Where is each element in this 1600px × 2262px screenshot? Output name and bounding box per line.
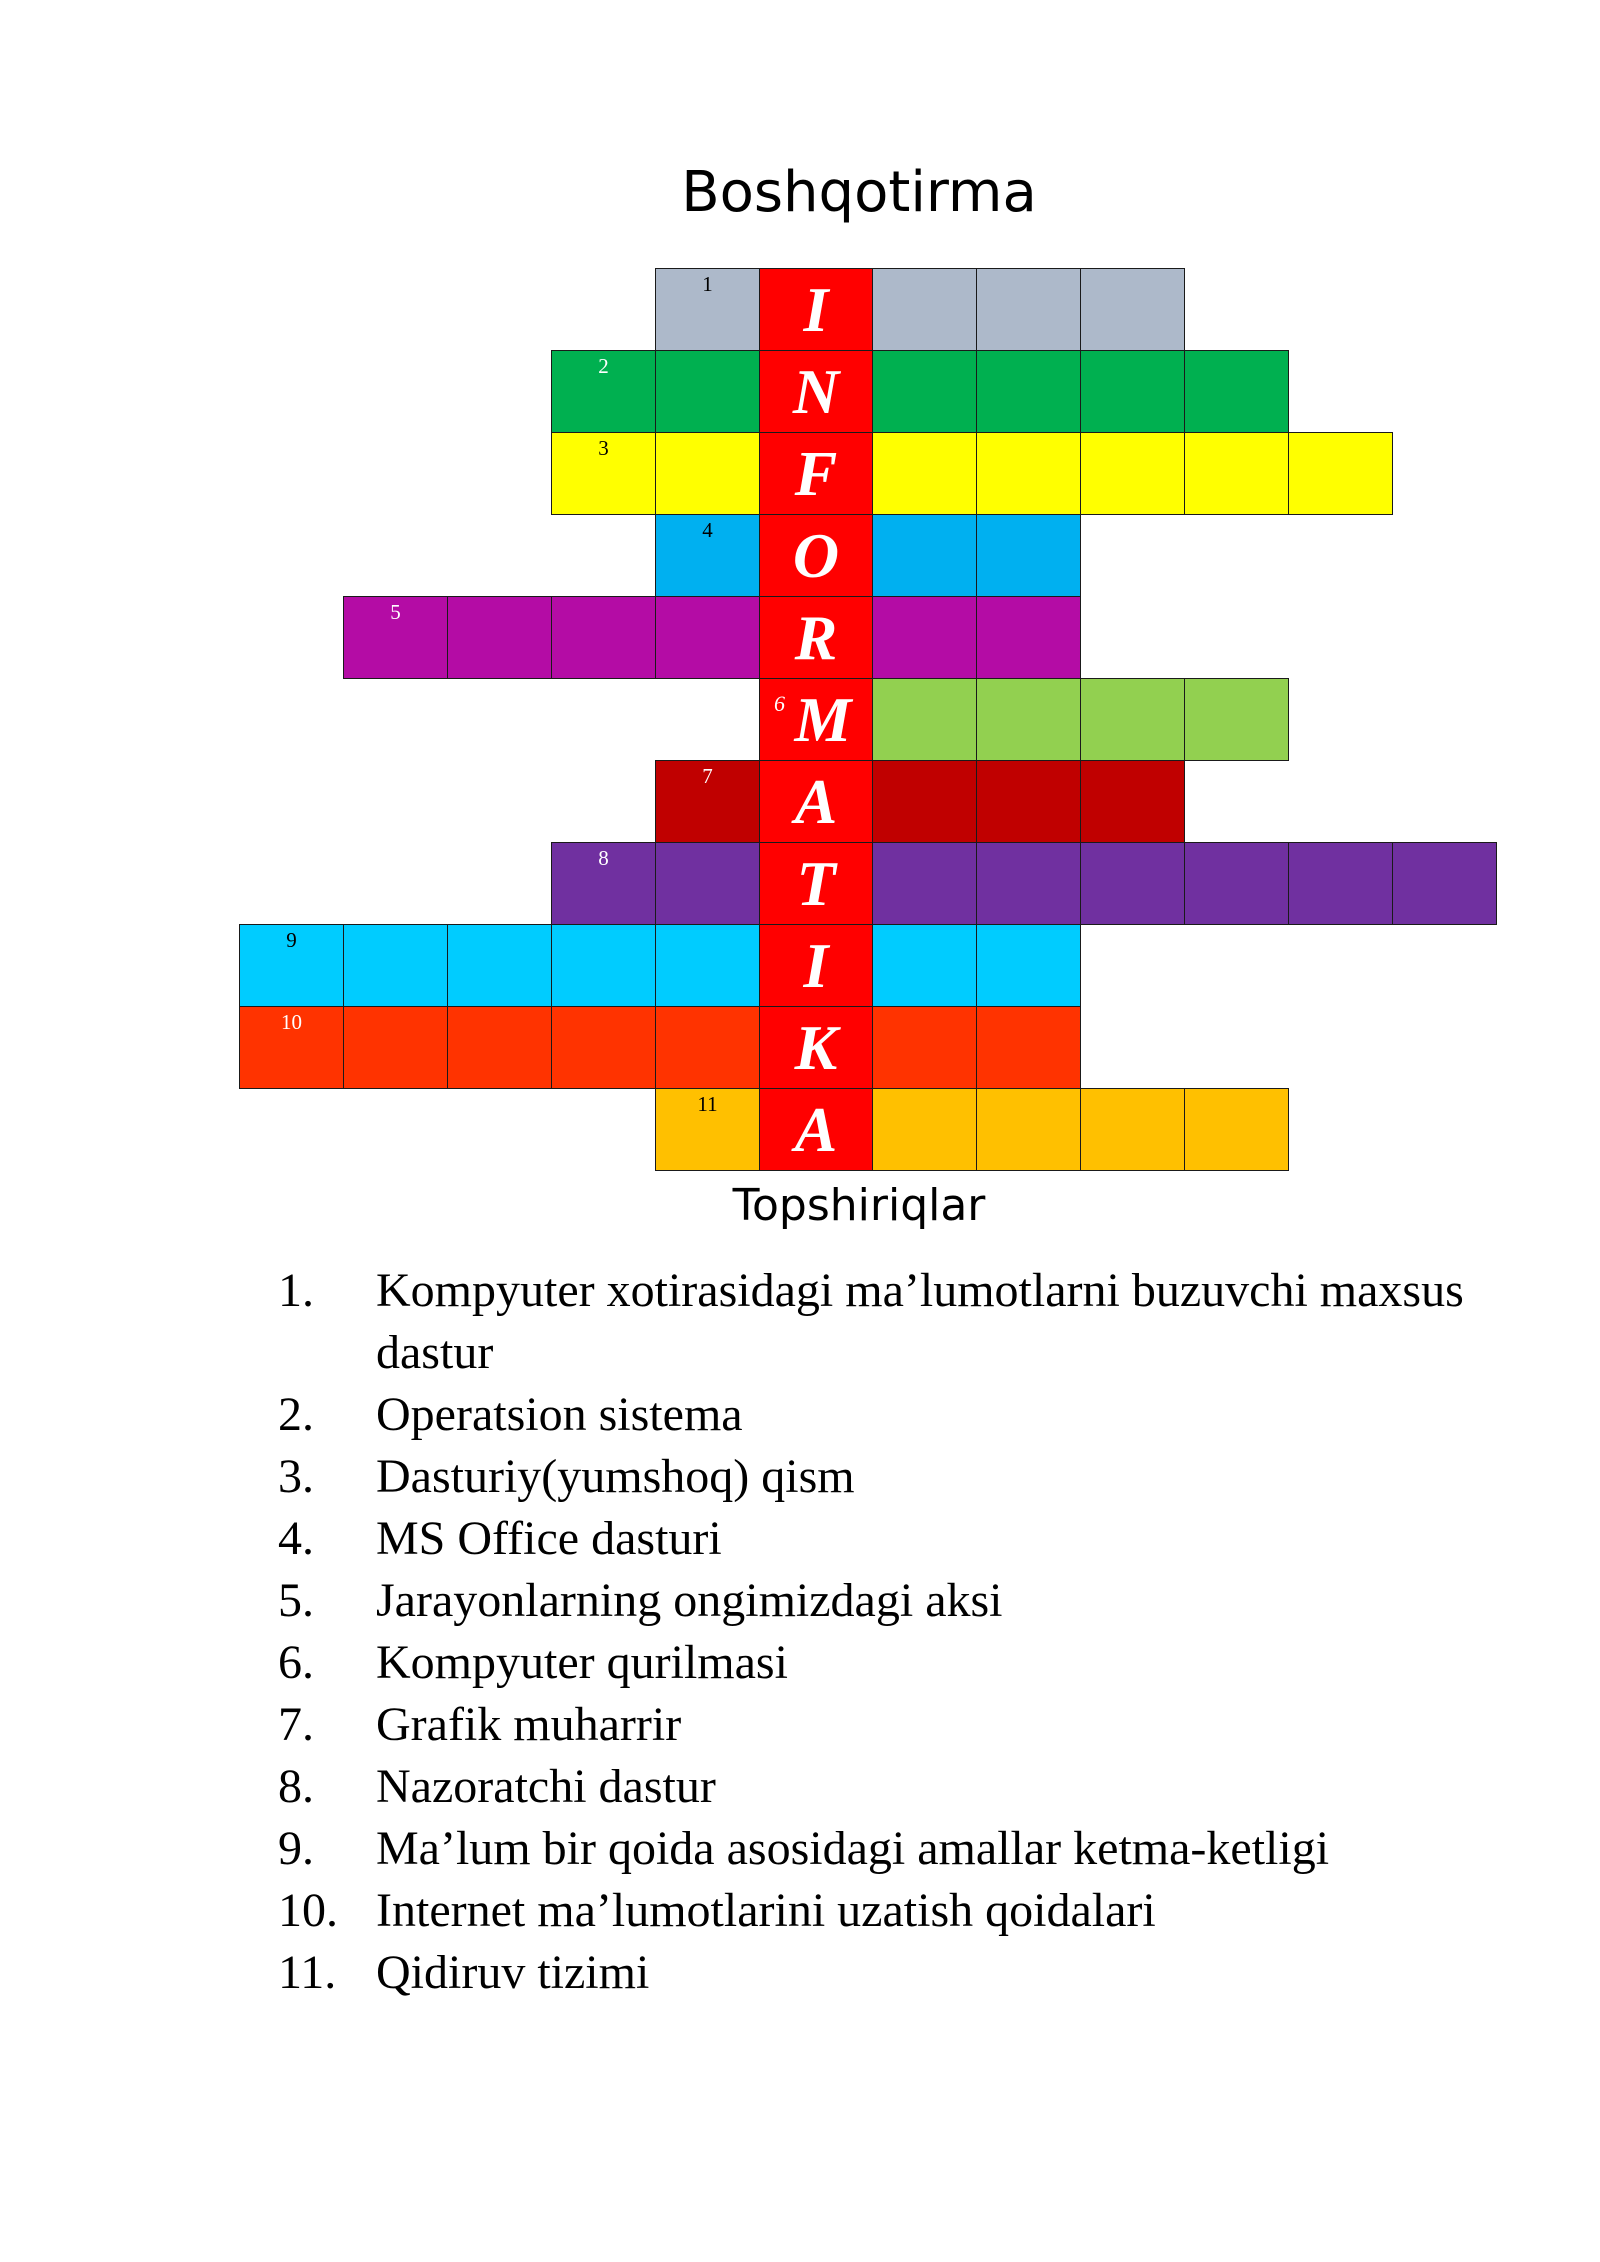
clue-item [278, 1942, 1478, 2004]
clue-item-number: 6. [278, 1636, 314, 1689]
crossword-cell[interactable] [655, 842, 760, 925]
crossword-cell[interactable] [872, 842, 977, 925]
crossword-cell[interactable] [551, 1006, 656, 1089]
crossword-cell[interactable] [872, 924, 977, 1007]
crossword-cell[interactable] [343, 596, 448, 679]
crossword-cell[interactable] [655, 432, 760, 515]
keyword-letter: M [794, 684, 852, 755]
clue-item-text: Ma’lum bir qoida asosidagi amallar ketma-ketligi [376, 1822, 1330, 1875]
crossword-cell[interactable] [1080, 678, 1185, 761]
crossword-cell[interactable] [872, 514, 977, 597]
clue-item [278, 1756, 1478, 1818]
clue-number: 5 [390, 600, 401, 624]
crossword-cell[interactable] [1288, 432, 1393, 515]
crossword-cell[interactable] [872, 1006, 977, 1089]
tasks-heading: Topshiriqlar [732, 1180, 986, 1231]
crossword-cell[interactable] [655, 1006, 760, 1089]
crossword-cell[interactable] [239, 924, 344, 1007]
crossword-cell[interactable] [976, 678, 1081, 761]
keyword-cell [759, 1088, 873, 1171]
clue-item-number: 5. [278, 1574, 314, 1627]
clue-item-text: Qidiruv tizimi [376, 1946, 650, 1999]
crossword-cell[interactable] [976, 760, 1081, 843]
clue-item-text: MS Office dasturi [376, 1512, 722, 1565]
keyword-cell [759, 350, 873, 433]
clue-item-number: 1. [278, 1264, 314, 1317]
keyword-letter: O [792, 520, 840, 591]
page-title: Boshqotirma [681, 160, 1037, 225]
clue-item-number: 9. [278, 1822, 314, 1875]
keyword-letter: I [803, 930, 829, 1001]
clue-number: 7 [702, 764, 713, 788]
clue-item [278, 1818, 1478, 1880]
clue-number: 3 [598, 436, 609, 460]
crossword-cell[interactable] [872, 350, 977, 433]
clue-item [278, 1880, 1478, 1942]
crossword-cell[interactable] [343, 1006, 448, 1089]
clue-list [278, 1260, 1478, 2004]
clue-item-text: Kompyuter xotirasidagi ma’lumotlarni buzuvchi maxsus dastur [376, 1264, 1464, 1379]
clue-item-number: 2. [278, 1388, 314, 1441]
clue-item [278, 1384, 1478, 1446]
crossword-cell[interactable] [655, 350, 760, 433]
keyword-letter: I [803, 274, 829, 345]
crossword-cell[interactable] [872, 268, 977, 351]
clue-number: 10 [281, 1010, 302, 1034]
clue-number: 4 [702, 518, 713, 542]
crossword-cell[interactable] [1184, 350, 1289, 433]
keyword-cell [759, 924, 873, 1007]
crossword-cell[interactable] [1288, 842, 1393, 925]
crossword-cell[interactable] [1080, 268, 1185, 351]
crossword-cell[interactable] [976, 350, 1081, 433]
crossword-cell[interactable] [872, 760, 977, 843]
clue-item-text: Internet ma’lumotlarini uzatish qoidalari [376, 1884, 1156, 1937]
crossword-cell[interactable] [1080, 760, 1185, 843]
keyword-cell [759, 514, 873, 597]
crossword-cell[interactable] [1392, 842, 1497, 925]
crossword-cell[interactable] [872, 596, 977, 679]
clue-item-text: Operatsion sistema [376, 1388, 743, 1441]
clue-item-text: Dasturiy(yumshoq) qism [376, 1450, 855, 1503]
crossword-cell[interactable] [976, 1088, 1081, 1171]
keyword-letter: F [794, 438, 838, 509]
crossword-cell[interactable] [447, 596, 552, 679]
clue-item-text: Jarayonlarning ongimizdagi aksi [376, 1574, 1003, 1627]
keyword-letter: A [794, 1094, 838, 1165]
clue-item-number: 11. [278, 1946, 337, 1999]
crossword-cell[interactable] [872, 1088, 977, 1171]
clue-item [278, 1260, 1478, 1384]
keyword-letter: N [792, 356, 840, 427]
crossword-cell[interactable] [976, 1006, 1081, 1089]
crossword-cell[interactable] [872, 678, 977, 761]
crossword-cell[interactable] [976, 514, 1081, 597]
crossword-cell[interactable] [447, 924, 552, 1007]
crossword-cell[interactable] [1080, 1088, 1185, 1171]
crossword-cell[interactable] [343, 924, 448, 1007]
clue-item-text: Kompyuter qurilmasi [376, 1636, 788, 1689]
clue-item [278, 1446, 1478, 1508]
clue-number: 9 [286, 928, 297, 952]
crossword-cell[interactable] [655, 596, 760, 679]
crossword-cell[interactable] [655, 514, 760, 597]
crossword-cell[interactable] [976, 432, 1081, 515]
clue-item-number: 7. [278, 1698, 314, 1751]
keyword-cell [759, 432, 873, 515]
crossword-cell[interactable] [655, 268, 760, 351]
crossword-cell[interactable] [976, 924, 1081, 1007]
keyword-letter: T [796, 848, 836, 919]
keyword-cell [759, 760, 873, 843]
clue-item-number: 8. [278, 1760, 314, 1813]
clue-number: 6 [774, 691, 785, 716]
crossword-cell[interactable] [1080, 432, 1185, 515]
crossword-cell[interactable] [655, 760, 760, 843]
clue-item [278, 1632, 1478, 1694]
clue-number: 11 [697, 1092, 718, 1116]
clue-number: 1 [702, 272, 713, 296]
crossword-cell[interactable] [1184, 432, 1289, 515]
clue-number: 2 [598, 354, 609, 378]
crossword-cell[interactable] [976, 842, 1081, 925]
clue-item [278, 1694, 1478, 1756]
crossword-cell[interactable] [551, 596, 656, 679]
crossword-cell[interactable] [976, 596, 1081, 679]
crossword-cell[interactable] [239, 1006, 344, 1089]
keyword-cell [759, 268, 873, 351]
crossword-cell[interactable] [551, 432, 656, 515]
crossword-cell[interactable] [447, 1006, 552, 1089]
keyword-letter: K [794, 1012, 838, 1083]
keyword-cell [759, 1006, 873, 1089]
crossword-cell[interactable] [872, 432, 977, 515]
clue-item-number: 3. [278, 1450, 314, 1503]
crossword-cell[interactable] [655, 924, 760, 1007]
crossword-cell[interactable] [551, 924, 656, 1007]
clue-item [278, 1570, 1478, 1632]
crossword-cell[interactable] [1184, 842, 1289, 925]
clue-item-text: Nazoratchi dastur [376, 1760, 716, 1813]
crossword-cell[interactable] [551, 350, 656, 433]
keyword-letter: R [794, 602, 838, 673]
keyword-cell [759, 842, 873, 925]
crossword-cell[interactable] [1184, 1088, 1289, 1171]
keyword-cell [759, 596, 873, 679]
clue-item-number: 10. [278, 1884, 338, 1937]
keyword-letter: A [794, 766, 838, 837]
clue-item-text: Grafik muharrir [376, 1698, 682, 1751]
clue-item-number: 4. [278, 1512, 314, 1565]
crossword-cell[interactable] [1080, 350, 1185, 433]
crossword-cell[interactable] [1080, 842, 1185, 925]
clue-item [278, 1508, 1478, 1570]
clue-number: 8 [598, 846, 609, 870]
crossword-cell[interactable] [655, 1088, 760, 1171]
crossword-cell[interactable] [1184, 678, 1289, 761]
crossword-cell[interactable] [976, 268, 1081, 351]
keyword-cell [759, 678, 873, 761]
crossword-cell[interactable] [551, 842, 656, 925]
